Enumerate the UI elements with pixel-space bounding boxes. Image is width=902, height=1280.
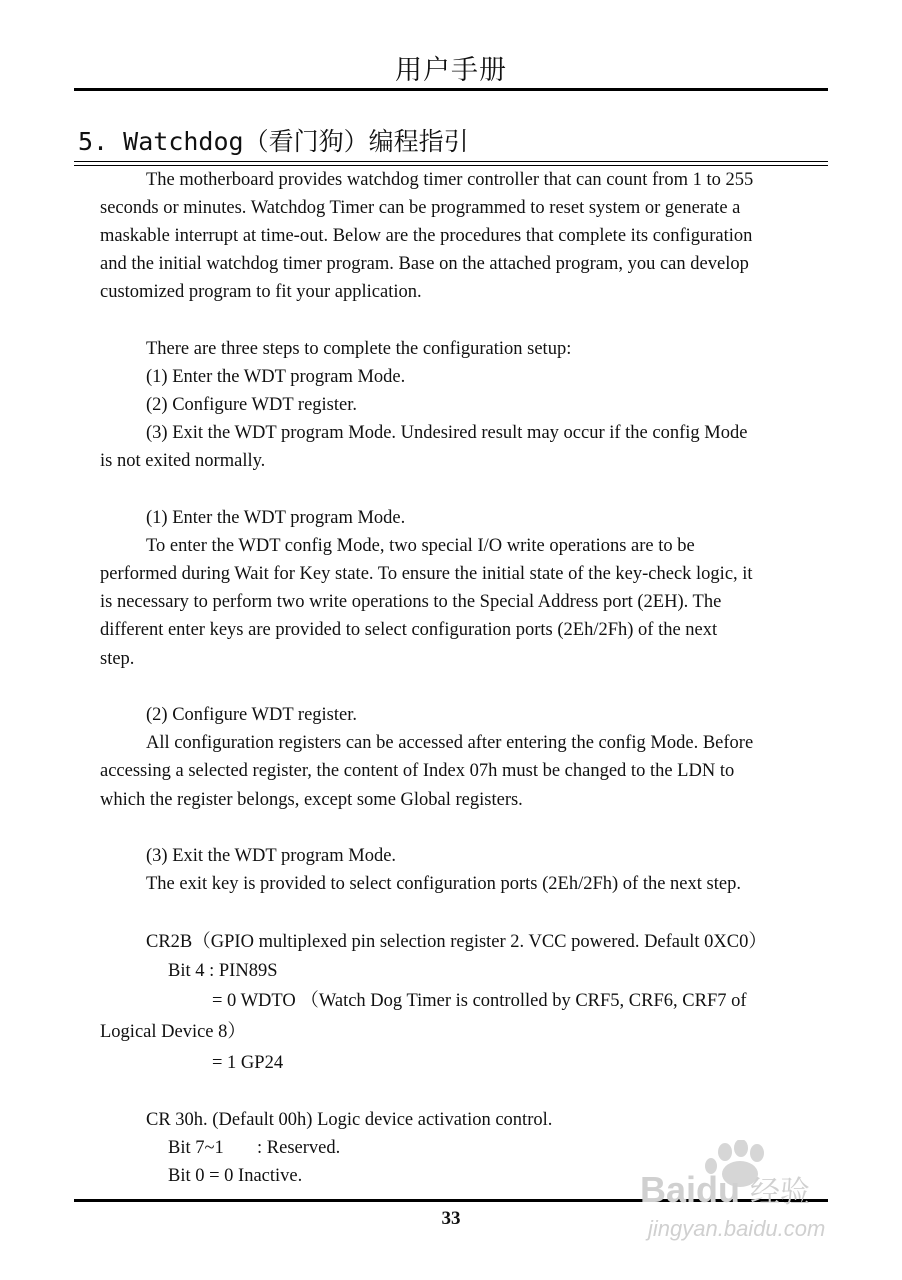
header-rule (74, 88, 828, 91)
watermark-brand: Baidu (640, 1169, 741, 1210)
section-number: 5. (78, 127, 109, 156)
paragraph-line: seconds or minutes. Watchdog Timer can be programmed to reset system or generate a (100, 198, 741, 218)
paragraph-line: To enter the WDT config Mode, two special I/O write operations are to be (146, 536, 695, 556)
section-title-cn: （看门狗）编程指引 (243, 127, 469, 156)
paragraph-line: and the initial watchdog timer program. Base on the attached program, you can develop (100, 254, 749, 274)
watermark-suffix: 经验 (750, 1176, 810, 1209)
step-item-cont: is not exited normally. (100, 451, 266, 471)
step-item: (1) Enter the WDT program Mode. (146, 367, 406, 387)
paragraph-line: maskable interrupt at time-out. Below are the procedures that complete its configuration (100, 226, 753, 246)
subsection-heading: (2) Configure WDT register. (146, 705, 357, 725)
paragraph-line: performed during Wait for Key state. To ensure the initial state of the key-check logic, it (100, 564, 753, 584)
step-item: (3) Exit the WDT program Mode. Undesired result may occur if the config Mode (146, 423, 748, 443)
register-option: = 1 GP24 (212, 1053, 284, 1073)
page-number: 33 (441, 1208, 461, 1229)
paragraph-line: All configuration registers can be accessed after entering the config Mode. Before (146, 733, 754, 753)
register-bit: Bit 7~1 (168, 1138, 224, 1158)
paragraph-line: is necessary to perform two write operations to the Special Address port (2EH). The (100, 592, 722, 612)
register-bit-value: : Reserved. (257, 1138, 341, 1158)
register-title: CR2B（GPIO multiplexed pin selection register 2. VCC powered. Default 0XC0） (146, 932, 767, 952)
section-title (78, 122, 469, 158)
paragraph-line: accessing a selected register, the content of Index 07h must be changed to the LDN to (100, 761, 735, 781)
register-title: CR 30h. (Default 00h) Logic device activation control. (146, 1110, 553, 1130)
subsection-heading: (3) Exit the WDT program Mode. (146, 846, 397, 866)
step-item: (2) Configure WDT register. (146, 395, 357, 415)
section-title-en: Watchdog (123, 127, 244, 156)
paragraph-line: different enter keys are provided to select configuration ports (2Eh/2Fh) of the next (100, 620, 718, 640)
paragraph-line: step. (100, 649, 135, 669)
paragraph-line: The motherboard provides watchdog timer controller that can count from 1 to 255 (146, 170, 754, 190)
paragraph-line: customized program to fit your application. (100, 282, 422, 302)
watermark-url: jingyan.baidu.com (648, 1216, 826, 1241)
page-header-title: 用户手册 (395, 55, 507, 86)
baidu-watermark (640, 1140, 855, 1250)
section-rule-bottom (74, 165, 828, 166)
subsection-heading: (1) Enter the WDT program Mode. (146, 508, 406, 528)
paragraph-line: which the register belongs, except some Global registers. (100, 790, 523, 810)
steps-intro: There are three steps to complete the configuration setup: (146, 339, 572, 359)
register-option-cont: Logical Device 8） (100, 1022, 246, 1042)
paragraph-line: The exit key is provided to select configuration ports (2Eh/2Fh) of the next step. (146, 874, 741, 894)
register-bit: Bit 0 = 0 Inactive. (168, 1166, 303, 1186)
register-bit: Bit 4 : PIN89S (168, 961, 278, 981)
section-rule-top (74, 161, 828, 162)
register-option: = 0 WDTO （Watch Dog Timer is controlled by CRF5, CRF6, CRF7 of (212, 991, 747, 1011)
